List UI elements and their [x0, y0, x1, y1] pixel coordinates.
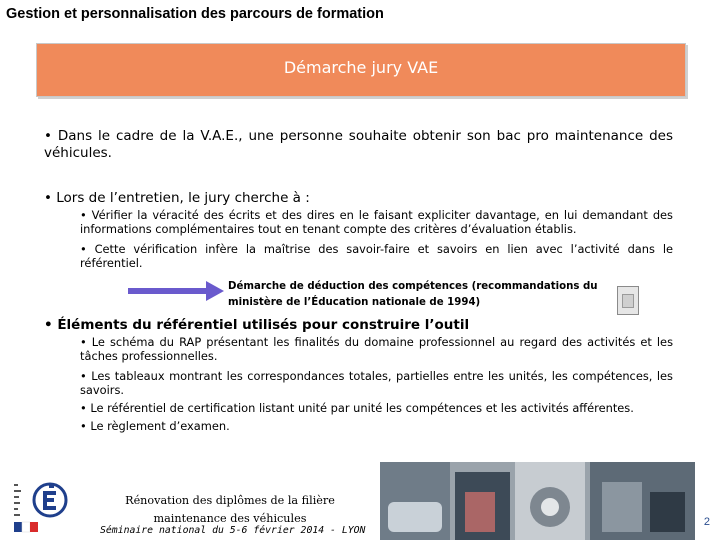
elements-point-rap: • Le schéma du RAP présentant les finalités du domaine professionnel au regard des activités et les tâches professionnelles. [80, 335, 673, 363]
deduction-note-line-1: Démarche de déduction des compétences (recommandations du [228, 281, 598, 292]
page-number: 2 [703, 516, 710, 528]
ministry-logo-icon [8, 478, 76, 536]
right-arrow-icon [128, 281, 224, 301]
intro-paragraph: • Dans le cadre de la V.A.E., une personne souhaite obtenir son bac pro maintenance des véhicules. [44, 128, 673, 161]
workshop-photo-collage [380, 462, 695, 540]
interview-point-verify: • Vérifier la véracité des écrits et des dires en le faisant expliciter davantage, en lui demandant des informations complémentaires tout en tenant compte des critères d’évaluation établis. [80, 208, 673, 236]
title-banner [36, 43, 686, 97]
elements-point-certification: • Le référentiel de certification listant unité par unité les compétences et les activités afférentes. [80, 401, 634, 415]
slide-title: Démarche jury VAE [283, 58, 439, 77]
deduction-note [228, 279, 598, 311]
elements-point-tables: • Les tableaux montrant les correspondances totales, partielles entre les unités, les compétences, les savoirs. [80, 369, 673, 397]
document-icon[interactable] [617, 286, 639, 315]
footer-subtitle: Séminaire national du 5-6 février 2014 - LYON [100, 525, 366, 536]
elements-heading: • Éléments du référentiel utilisés pour construire l’outil [44, 317, 470, 333]
interview-point-inference: • Cette vérification infère la maîtrise des savoir-faire et savoirs en lien avec l’activité dans le référentiel. [80, 242, 673, 270]
interview-heading: • Lors de l’entretien, le jury cherche à : [44, 190, 310, 206]
deduction-note-line-2: ministère de l’Éducation nationale de 1994) [228, 297, 481, 308]
footer-title [100, 492, 360, 528]
footer-title-line-2: maintenance des véhicules [153, 512, 307, 525]
slide-header-title: Gestion et personnalisation des parcours de formation [6, 6, 384, 22]
elements-point-exam-rules: • Le règlement d’examen. [80, 419, 230, 433]
footer-title-line-1: Rénovation des diplômes de la filière [125, 494, 335, 507]
